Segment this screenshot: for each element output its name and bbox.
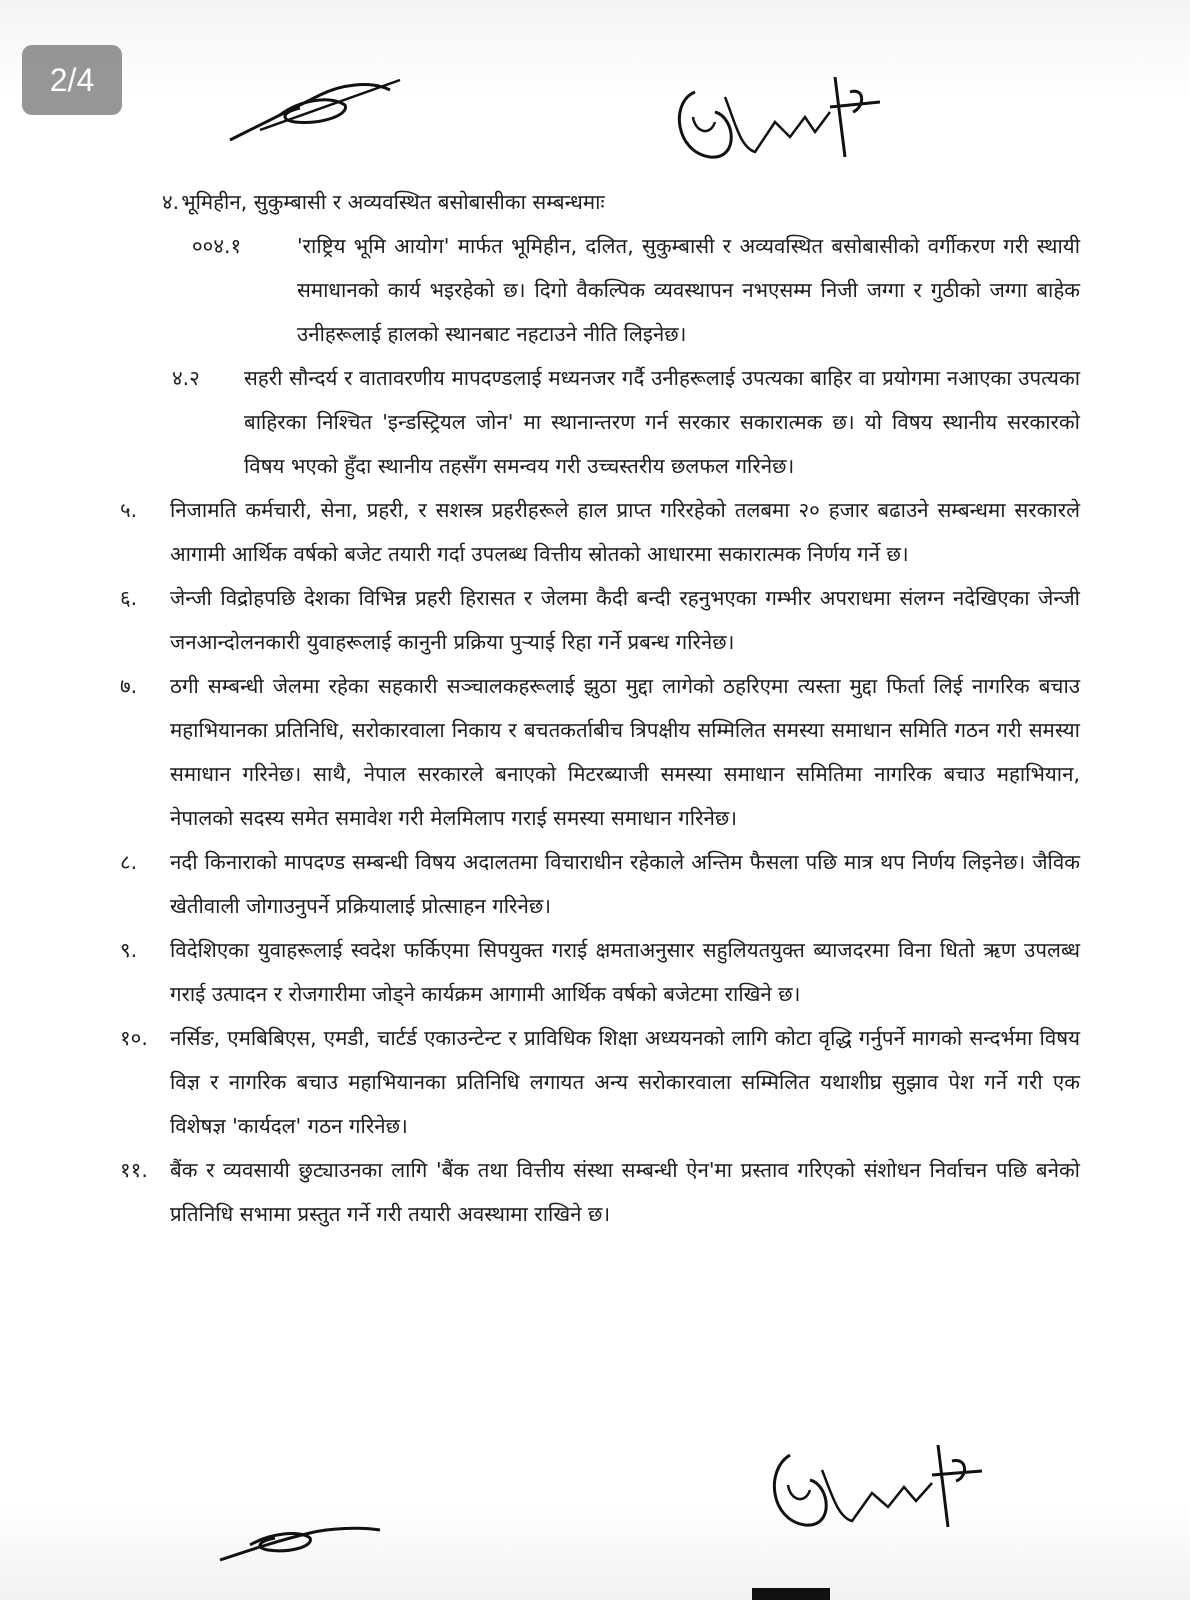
subsection-text: सहरी सौन्दर्य र वातावरणीय मापदण्डलाई मध्यनजर गर्दै उनीहरूलाई उपत्यका बाहिर वा प्रयोगमा नआएका उपत्यका बाहिरका निश्चित 'इन्डस्ट्रियल जोन' मा स्थानान्तरण गर्न सरकार सकारात्मक छ। यो विषय स्थानीय सरकारको विषय भएको हुँदा स्थानीय तहसँग समन्वय गरी उच्चस्तरीय छलफल गरिनेछ। xyxy=(244,366,1080,478)
section-4-heading xyxy=(120,180,1080,224)
point-number: ६. xyxy=(120,586,138,610)
point-10 xyxy=(120,1016,1080,1148)
subsection-4-2 xyxy=(120,356,1080,488)
subsection-4-1 xyxy=(120,224,1080,356)
point-text: जेन्जी विद्रोहपछि देशका विभिन्न प्रहरी हिरासत र जेलमा कैदी बन्दी रहनुभएका गम्भीर अपराधमा संलग्न नदेखिएका जेन्जी जनआन्दोलनकारी युवाहरूलाई कानुनी प्रक्रिया पुऱ्याई रिहा गर्ने प्रबन्ध गरिनेछ। xyxy=(170,586,1080,654)
signature-top-left xyxy=(220,70,420,150)
subsection-text: 'राष्ट्रिय भूमि आयोग' मार्फत भूमिहीन, दलित, सुकुम्बासी र अव्यवस्थित बसोबासीको वर्गीकरण गरी स्थायी समाधानको कार्य भइरहेको छ। दिगो वैकल्पिक व्यवस्थापन नभएसम्म निजी जग्गा र गुठीको जग्गा बाहेक उनीहरूलाई हालको स्थानबाट नहटाउने नीति लिइनेछ। xyxy=(297,234,1080,346)
section-number: ४. xyxy=(162,190,180,214)
subsection-number: ४.२ xyxy=(172,366,200,390)
signature-bottom-right xyxy=(760,1435,1000,1545)
point-number: १०. xyxy=(120,1026,148,1050)
signature-top-right xyxy=(665,62,895,172)
scan-edge-mark xyxy=(752,1588,830,1600)
point-7 xyxy=(120,664,1080,840)
subsection-number: ००४.१ xyxy=(192,234,242,258)
point-number: ९. xyxy=(120,938,138,962)
point-number: ११. xyxy=(120,1158,148,1182)
document-body xyxy=(120,180,1080,1236)
point-number: ७. xyxy=(120,674,138,698)
point-text: बैंक र व्यवसायी छुट्याउनका लागि 'बैंक तथा वित्तीय संस्था सम्बन्धी ऐन'मा प्रस्ताव गरिएको संशोधन निर्वाचन पछि बनेको प्रतिनिधि सभामा प्रस्तुत गर्ने गरी तयारी अवस्थामा राखिने छ। xyxy=(170,1158,1080,1226)
point-5 xyxy=(120,488,1080,576)
section-heading-text: भूमिहीन, सुकुम्बासी र अव्यवस्थित बसोबासीका सम्बन्धमाः xyxy=(181,190,605,214)
point-8 xyxy=(120,840,1080,928)
point-9 xyxy=(120,928,1080,1016)
point-6 xyxy=(120,576,1080,664)
point-text: नदी किनाराको मापदण्ड सम्बन्धी विषय अदालतमा विचाराधीन रहेकाले अन्तिम फैसला पछि मात्र थप निर्णय लिइनेछ। जैविक खेतीवाली जोगाउनुपर्ने प्रक्रियालाई प्रोत्साहन गरिनेछ। xyxy=(170,850,1080,918)
point-text: नर्सिङ, एमबिबिएस, एमडी, चार्टर्ड एकाउन्टेन्ट र प्राविधिक शिक्षा अध्ययनको लागि कोटा वृद्धि गर्नुपर्ने मागको सन्दर्भमा विषय विज्ञ र नागरिक बचाउ महाभियानका प्रतिनिधि लगायत अन्य सरोकारवाला सम्मिलित यथाशीघ्र सुझाव पेश गर्ने गरी एक विशेषज्ञ 'कार्यदल' गठन गरिनेछ। xyxy=(170,1026,1080,1138)
point-number: ५. xyxy=(120,498,138,522)
point-11 xyxy=(120,1148,1080,1236)
signature-bottom-left xyxy=(210,1505,400,1575)
point-text: निजामति कर्मचारी, सेना, प्रहरी, र सशस्त्र प्रहरीहरूले हाल प्राप्त गरिरहेको तलबमा २० हजार बढाउने सम्बन्धमा सरकारले आगामी आर्थिक वर्षको बजेट तयारी गर्दा उपलब्ध वित्तीय स्रोतको आधारमा सकारात्मक निर्णय गर्ने छ। xyxy=(170,498,1080,566)
point-number: ८. xyxy=(120,850,138,874)
point-text: ठगी सम्बन्धी जेलमा रहेका सहकारी सञ्चालकहरूलाई झुठा मुद्दा लागेको ठहरिएमा त्यस्ता मुद्दा फिर्ता लिई नागरिक बचाउ महाभियानका प्रतिनिधि, सरोकारवाला निकाय र बचतकर्ताबीच त्रिपक्षीय सम्मिलित समस्या समाधान समिति गठन गरी समस्या समाधान गरिनेछ। साथै, नेपाल सरकारले बनाएको मिटरब्याजी समस्या समाधान समितिमा नागरिक बचाउ महाभियान, नेपालको सदस्य समेत समावेश गरी मेलमिलाप गराई समस्या समाधान गरिनेछ। xyxy=(170,674,1080,830)
page-counter-badge: 2/4 xyxy=(22,45,122,115)
point-text: विदेशिएका युवाहरूलाई स्वदेश फर्किएमा सिपयुक्त गराई क्षमताअनुसार सहुलियतयुक्त ब्याजदरमा विना धितो ऋण उपलब्ध गराई उत्पादन र रोजगारीमा जोड्ने कार्यक्रम आगामी आर्थिक वर्षको बजेटमा राखिने छ। xyxy=(170,938,1080,1006)
